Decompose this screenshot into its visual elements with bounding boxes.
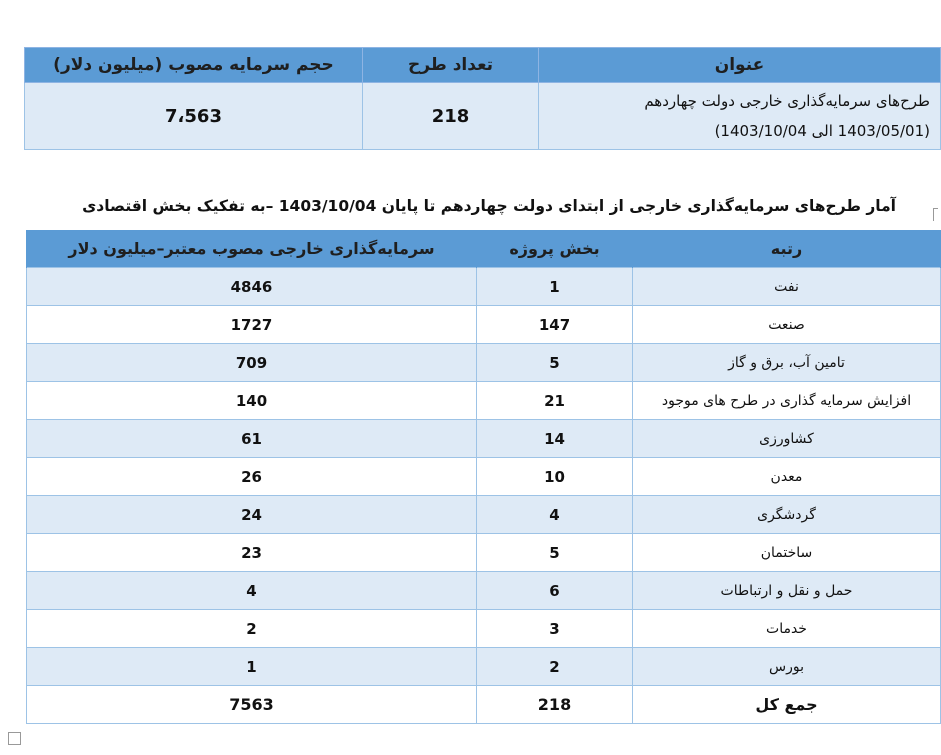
sector-investment: 1 [27,648,477,686]
table-row [27,648,941,686]
total-label: جمع کل [633,686,941,724]
table-row [27,344,941,382]
total-projects: 218 [477,686,633,724]
total-investment: 7563 [27,686,477,724]
sector-investment: 1727 [27,306,477,344]
table-row [27,534,941,572]
sector-name: افزایش سرمایه گذاری در طرح های موجود [633,382,941,420]
sector-projects: 5 [477,534,633,572]
sector-investment: 4846 [27,268,477,306]
sector-projects: 6 [477,572,633,610]
sector-projects: 147 [477,306,633,344]
sector-projects: 4 [477,496,633,534]
table-row [27,268,941,306]
sector-name: گردشگری [633,496,941,534]
sector-projects: 14 [477,420,633,458]
sector-name: صنعت [633,306,941,344]
sector-table [26,230,941,724]
sector-name: بورس [633,648,941,686]
sector-name: نفت [633,268,941,306]
sector-projects: 21 [477,382,633,420]
sector-projects: 5 [477,344,633,382]
summary-volume: 7،563 [25,83,363,150]
sector-header-projects: بخش پروژه [477,230,633,268]
table-row [27,420,941,458]
sector-name: کشاورزی [633,420,941,458]
summary-title-line2: (1403/05/01 الی 1403/10/04) [714,122,930,140]
sector-name: معدن [633,458,941,496]
sector-investment: 709 [27,344,477,382]
summary-count: 218 [363,83,539,150]
summary-title-line1: طرح‌های سرمایه‌گذاری خارجی دولت چهاردهم [644,92,930,110]
sector-investment: 4 [27,572,477,610]
sector-name: حمل و نقل و ارتباطات [633,572,941,610]
summary-title-cell [539,83,941,150]
sector-projects: 1 [477,268,633,306]
sector-investment: 61 [27,420,477,458]
sector-investment: 24 [27,496,477,534]
summary-data-row [25,83,941,150]
sector-table-caption: آمار طرح‌های سرمایه‌گذاری خارجی از ابتدای دولت چهاردهم تا پایان 1403/10/04 –به تفکیک بخش اقتصادی [82,197,896,215]
sector-name: ساختمان [633,534,941,572]
table-row [27,572,941,610]
table-anchor-marker [933,208,938,221]
sector-name: خدمات [633,610,941,648]
sector-projects: 10 [477,458,633,496]
table-row [27,382,941,420]
sector-investment: 2 [27,610,477,648]
sector-investment: 140 [27,382,477,420]
table-row [27,610,941,648]
summary-header-count: تعداد طرح [363,48,539,83]
table-move-handle[interactable] [8,732,21,745]
table-row [27,496,941,534]
sector-investment: 26 [27,458,477,496]
summary-header-title: عنوان [539,48,941,83]
table-row [27,458,941,496]
sector-investment: 23 [27,534,477,572]
sector-header-rank: رتبه [633,230,941,268]
total-row [27,686,941,724]
summary-header-row [25,48,941,83]
sector-header-row [27,230,941,268]
sector-header-investment: سرمایه‌گذاری خارجی مصوب معتبر–میلیون دلار [27,230,477,268]
sector-name: تامین آب، برق و گاز [633,344,941,382]
table-row [27,306,941,344]
summary-table [24,47,941,150]
sector-projects: 3 [477,610,633,648]
sector-projects: 2 [477,648,633,686]
summary-header-volume: حجم سرمایه مصوب (میلیون دلار) [25,48,363,83]
